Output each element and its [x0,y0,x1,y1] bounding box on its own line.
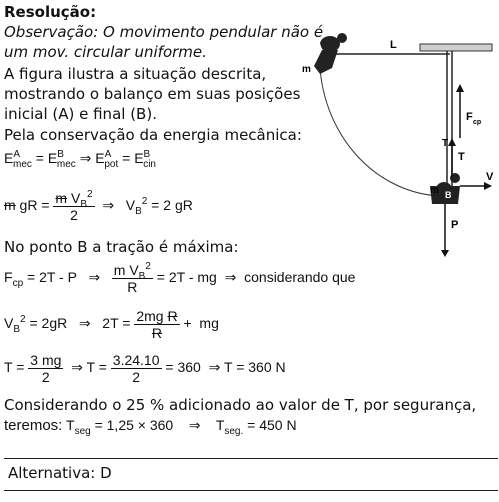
ceiling-bar [420,44,492,51]
label-L: L [390,39,397,51]
equation-tension: $V_B^2 = 2gR$ ⇒ 2T = $\frac{\text{2mg R}}{R}$ + mg [4,308,219,341]
trajectory-arc [320,68,440,196]
equation-centripetal: $F_{cp} = 2T - P$ ⇒ $\frac{m V_B^2}{R}$ = 2T - mg ⇒ considerando que [4,261,356,295]
label-A: A [316,42,323,52]
label-V: V [486,171,494,183]
max-tension-text: No ponto B a tração é máxima: [4,238,239,256]
label-m-bottom: m [430,185,439,196]
equation-velocity: m gR = $\frac{m V_B^2}{2}$ ⇒ $V_B^2 = 2$ gR [4,189,193,223]
equation-result: T = $\frac{3 mg}{2}$ ⇒ T = $\frac{3.24.10}{2}$ = 360 ⇒ T = 360 N [4,352,286,385]
answer-top-rule [4,458,498,459]
svg-text:T: T [442,138,449,149]
paragraph-line-4: Pela conservação da energia mecânica: [4,126,302,144]
pendulum-figure [290,28,499,258]
label-P: P [451,219,459,231]
conclusion-line-2: teremos: $T_{seg} = 1,25 \times 360$ ⇒ $T_{seg.} = 450$ N [4,417,297,437]
paragraph-line-3: inicial (A) e final (B). [4,105,157,123]
observation-line-2: um mov. circular uniforme. [4,43,207,61]
label-T: T [458,151,465,163]
section-title: Resolução: [4,3,97,21]
observation-line-1: Observação: O movimento pendular não é [4,23,324,41]
considering-text: considerando que [244,269,356,286]
paragraph-line-1: A figura ilustra a situação descrita, [4,65,267,83]
paragraph-line-2: mostrando o balanço em suas posições [4,85,301,103]
label-m-top: m [302,64,311,75]
label-F-sub: cp [473,119,482,126]
answer-bottom-rule [4,490,498,491]
label-F: F [466,111,473,123]
label-B: B [445,190,452,200]
conclusion-line-1: Considerando o 25 % adicionado ao valor de T, por segurança, [4,396,477,414]
equation-energy-conservation: $E^A_{mec} = E^B_{mec}$ ⇒ $E^A_{pot} = E^B_{cin}$ [4,149,156,170]
answer-text: Alternativa: D [8,464,112,482]
